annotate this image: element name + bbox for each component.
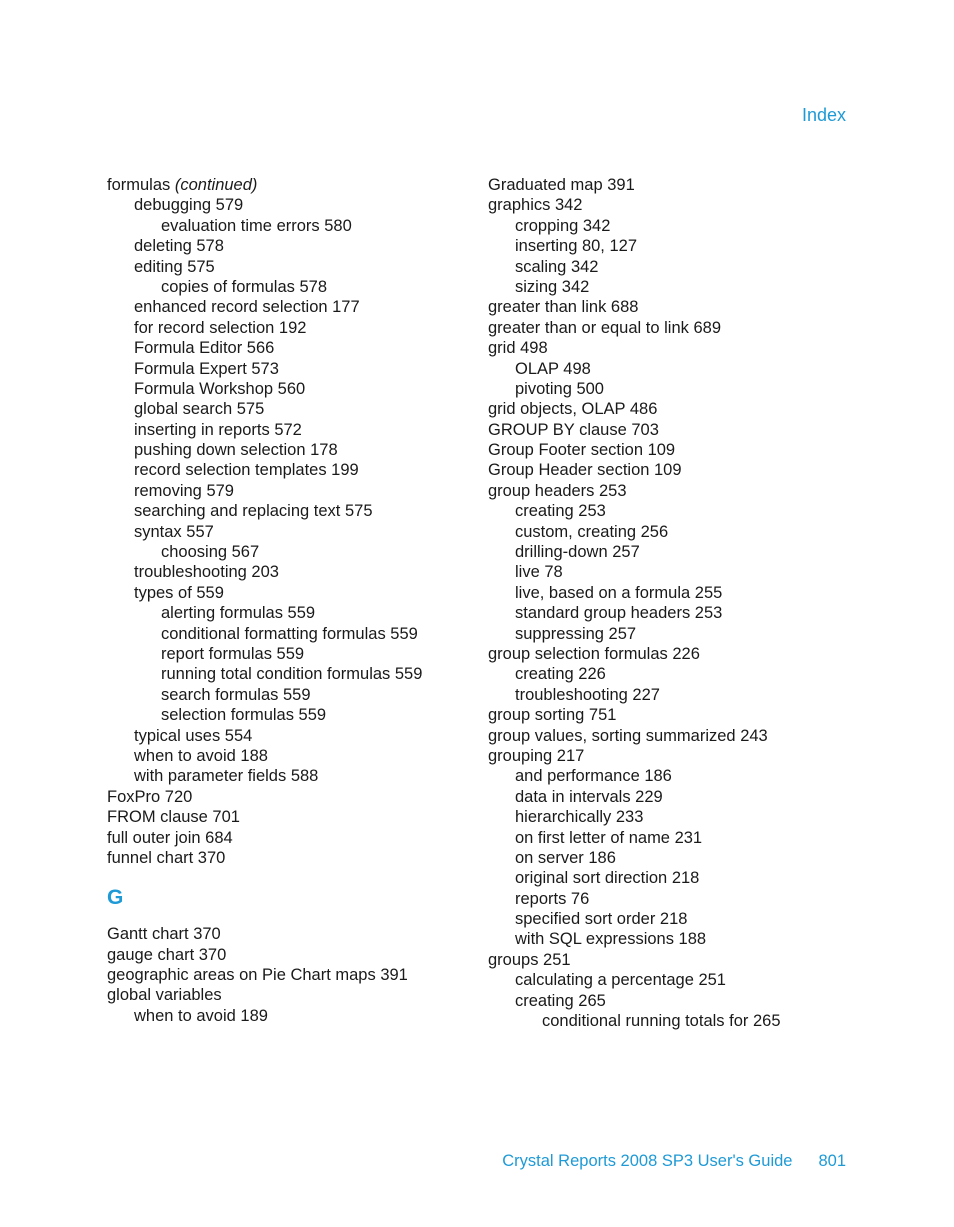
- index-entry: [107, 924, 477, 944]
- index-entry-text: formulas: [107, 176, 175, 194]
- index-entry-text: drilling-down 257: [515, 543, 640, 562]
- index-entry-text: FoxPro 720: [107, 787, 193, 806]
- section-letter-g: G: [107, 886, 124, 910]
- index-entry-text: typical uses 554: [134, 726, 253, 745]
- index-entry: [488, 338, 858, 358]
- index-entry: [107, 501, 477, 521]
- index-entry-text: report formulas 559: [161, 644, 305, 663]
- index-entry: [488, 297, 858, 317]
- index-entry-text: searching and replacing text 575: [134, 502, 373, 521]
- index-entry: [488, 1011, 858, 1031]
- index-entry-text: greater than link 688: [488, 298, 639, 317]
- index-entry-text: copies of formulas 578: [161, 277, 328, 296]
- index-entry: [107, 1006, 477, 1026]
- index-column-right: [488, 175, 858, 1031]
- index-entry: [488, 726, 858, 746]
- index-entry-text: with parameter fields 588: [134, 767, 319, 786]
- index-entry-text: creating 253: [515, 502, 606, 521]
- index-entry-text: full outer join 684: [107, 828, 233, 847]
- index-entry: [107, 766, 477, 786]
- index-entry-text: pivoting 500: [515, 379, 604, 398]
- index-entry-text: group headers 253: [488, 481, 627, 500]
- index-entry: [107, 624, 477, 644]
- footer-page-number: 801: [818, 1152, 846, 1170]
- index-entry: [488, 766, 858, 786]
- index-entry: [107, 787, 477, 807]
- index-entry: [107, 257, 477, 277]
- index-entry-text: suppressing 257: [515, 624, 637, 643]
- index-entry-text: live 78: [515, 563, 563, 582]
- index-entry: [488, 277, 858, 297]
- index-entry-text: Group Footer section 109: [488, 441, 676, 460]
- page-header-title: Index: [801, 105, 846, 125]
- index-entry-text: on server 186: [515, 848, 616, 867]
- index-entry-text: troubleshooting 203: [134, 563, 279, 582]
- index-entry-text: FROM clause 701: [107, 808, 240, 827]
- index-entry-text: original sort direction 218: [515, 869, 700, 888]
- index-entry: [488, 644, 858, 664]
- index-entry: [107, 522, 477, 542]
- index-entry: [107, 277, 477, 297]
- index-entry-text: Formula Expert 573: [134, 359, 279, 378]
- index-entry-text: graphics 342: [488, 196, 583, 215]
- index-entry: [107, 726, 477, 746]
- index-entry: [488, 216, 858, 236]
- index-entry: [107, 945, 477, 965]
- index-entry: [107, 603, 477, 623]
- index-entry: [488, 950, 858, 970]
- index-entry-text: choosing 567: [161, 543, 260, 562]
- index-entry: [488, 624, 858, 644]
- index-entry: [488, 318, 858, 338]
- index-entry-text: with SQL expressions 188: [515, 930, 707, 949]
- index-entry-text: when to avoid 188: [134, 746, 268, 765]
- index-entry-text: global search 575: [134, 400, 265, 419]
- index-entry: [488, 848, 858, 868]
- index-entry-text: alerting formulas 559: [161, 604, 316, 623]
- index-entry: [107, 705, 477, 725]
- index-list-f: [107, 175, 477, 868]
- index-entry-text: Group Header section 109: [488, 461, 682, 480]
- index-entry-text: syntax 557: [134, 522, 214, 541]
- index-entry-text: OLAP 498: [515, 359, 591, 378]
- index-entry-text: record selection templates 199: [134, 461, 359, 480]
- index-entry: [488, 420, 858, 440]
- index-entry-text: conditional running totals for 265: [542, 1012, 781, 1031]
- index-entry-text: evaluation time errors 580: [161, 216, 352, 235]
- index-entry: [107, 379, 477, 399]
- index-entry: [107, 664, 477, 684]
- index-entry: [488, 603, 858, 623]
- index-entry-text: group sorting 751: [488, 706, 617, 725]
- index-entry: [488, 868, 858, 888]
- index-entry: [107, 216, 477, 236]
- index-entry: [107, 338, 477, 358]
- index-entry-text: funnel chart 370: [107, 848, 226, 867]
- index-entry: [107, 297, 477, 317]
- index-entry-text: enhanced record selection 177: [134, 298, 360, 317]
- index-entry: [107, 318, 477, 338]
- index-entry: [488, 583, 858, 603]
- index-entry-text: on first letter of name 231: [515, 828, 703, 847]
- index-entry: [488, 175, 858, 195]
- index-list-g: [107, 924, 477, 1026]
- index-entry-text: cropping 342: [515, 216, 611, 235]
- index-entry-text: geographic areas on Pie Chart maps 391: [107, 966, 408, 985]
- index-entry-text: pushing down selection 178: [134, 441, 338, 460]
- index-entry-text: groups 251: [488, 950, 571, 969]
- index-entry-text: global variables: [107, 986, 222, 1005]
- index-entry: [488, 359, 858, 379]
- page-footer: [502, 1152, 846, 1171]
- index-entry: [107, 481, 477, 501]
- index-entry-text: deleting 578: [134, 237, 224, 256]
- index-entry: [488, 542, 858, 562]
- index-entry: [488, 379, 858, 399]
- index-entry-text: greater than or equal to link 689: [488, 318, 721, 337]
- index-entry-text: grid 498: [488, 339, 548, 358]
- index-entry-text: types of 559: [134, 583, 224, 602]
- index-entry: [488, 909, 858, 929]
- index-entry-text: hierarchically 233: [515, 808, 644, 827]
- index-entry: [488, 501, 858, 521]
- index-entry-text: GROUP BY clause 703: [488, 420, 659, 439]
- index-entry-text: data in intervals 229: [515, 787, 663, 806]
- index-entry-text: custom, creating 256: [515, 522, 669, 541]
- index-column-left: [107, 175, 477, 1026]
- index-entry-text: search formulas 559: [161, 685, 311, 704]
- index-entry: [488, 440, 858, 460]
- index-entry: [107, 848, 477, 868]
- index-entry: [107, 175, 477, 195]
- index-entry: [107, 236, 477, 256]
- index-entry-text: Graduated map 391: [488, 176, 635, 194]
- index-entry: [488, 399, 858, 419]
- index-entry: [488, 236, 858, 256]
- index-entry-text: gauge chart 370: [107, 945, 227, 964]
- index-entry-text: when to avoid 189: [134, 1006, 268, 1025]
- index-entry-text: grid objects, OLAP 486: [488, 400, 658, 419]
- index-entry-text: standard group headers 253: [515, 604, 723, 623]
- index-entry: [488, 991, 858, 1011]
- index-entry: [488, 970, 858, 990]
- index-entry: [107, 746, 477, 766]
- index-entry: [488, 807, 858, 827]
- index-entry: [107, 460, 477, 480]
- index-entry: [107, 399, 477, 419]
- index-entry-text: scaling 342: [515, 257, 599, 276]
- index-entry: [488, 664, 858, 684]
- index-entry: [488, 705, 858, 725]
- index-entry-text: grouping 217: [488, 746, 585, 765]
- index-entry: [488, 195, 858, 215]
- index-entry: [488, 562, 858, 582]
- index-entry-text: running total condition formulas 559: [161, 665, 423, 684]
- index-entry-text: specified sort order 218: [515, 910, 688, 929]
- index-entry: [488, 787, 858, 807]
- index-entry-text: group values, sorting summarized 243: [488, 726, 768, 745]
- index-entry-text: editing 575: [134, 257, 215, 276]
- index-entry: [488, 828, 858, 848]
- index-list-right: [488, 175, 858, 1031]
- index-entry-text: removing 579: [134, 481, 234, 500]
- index-entry-text: selection formulas 559: [161, 706, 327, 725]
- index-entry-text: live, based on a formula 255: [515, 583, 723, 602]
- index-entry: [107, 359, 477, 379]
- index-entry: [107, 542, 477, 562]
- index-entry: [488, 685, 858, 705]
- index-entry: [488, 522, 858, 542]
- index-entry: [488, 257, 858, 277]
- index-entry: [107, 195, 477, 215]
- index-entry-text: Gantt chart 370: [107, 925, 221, 944]
- index-entry: [107, 985, 477, 1005]
- index-entry-text: and performance 186: [515, 767, 672, 786]
- footer-guide-title: Crystal Reports 2008 SP3 User's Guide: [502, 1152, 793, 1170]
- index-entry: [488, 889, 858, 909]
- index-entry-text: Formula Editor 566: [134, 339, 275, 358]
- index-entry-text: debugging 579: [134, 196, 244, 215]
- index-entry-text: group selection formulas 226: [488, 644, 700, 663]
- index-entry-text: Formula Workshop 560: [134, 379, 306, 398]
- index-entry: [107, 685, 477, 705]
- index-entry: [488, 929, 858, 949]
- index-entry: [107, 562, 477, 582]
- index-entry: [107, 420, 477, 440]
- index-entry-text: calculating a percentage 251: [515, 971, 726, 990]
- index-entry: [107, 644, 477, 664]
- index-entry-text: for record selection 192: [134, 318, 307, 337]
- index-entry: [107, 583, 477, 603]
- index-entry-text: inserting in reports 572: [134, 420, 302, 439]
- index-entry-text: troubleshooting 227: [515, 685, 660, 704]
- index-entry-text: sizing 342: [515, 277, 590, 296]
- index-entry: [488, 746, 858, 766]
- index-entry: [488, 481, 858, 501]
- index-entry: [488, 460, 858, 480]
- index-entry: [107, 965, 477, 985]
- index-entry-text: conditional formatting formulas 559: [161, 624, 418, 643]
- index-entry-text: inserting 80, 127: [515, 237, 638, 256]
- continued-label: (continued): [174, 176, 258, 194]
- index-entry: [107, 828, 477, 848]
- index-entry: [107, 440, 477, 460]
- index-entry-text: creating 265: [515, 991, 606, 1010]
- index-entry-text: reports 76: [515, 889, 590, 908]
- index-entry: [107, 807, 477, 827]
- index-entry-text: creating 226: [515, 665, 606, 684]
